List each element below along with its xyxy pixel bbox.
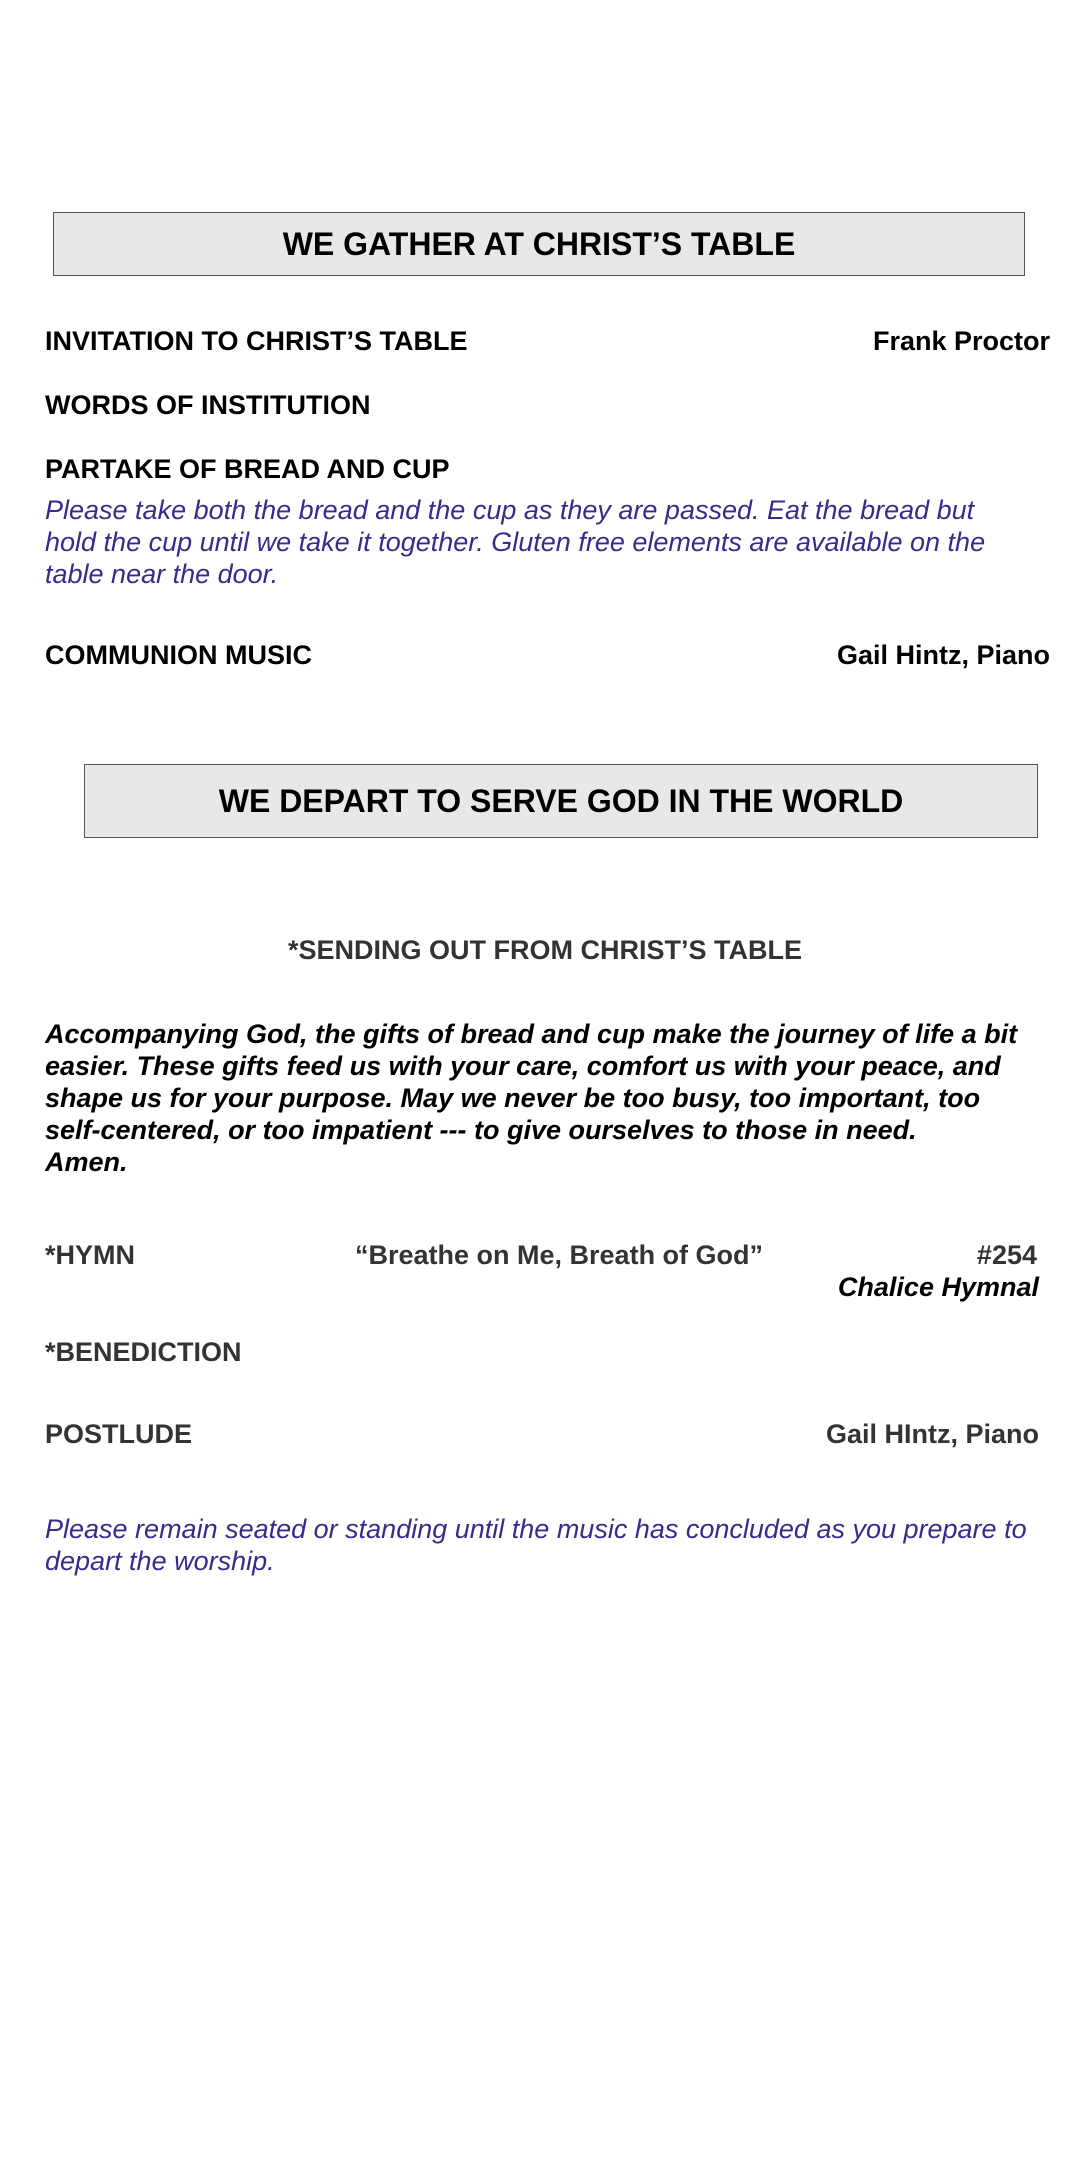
- item-words-label: WORDS OF INSTITUTION: [45, 390, 371, 420]
- section-banner-gather: [53, 212, 1025, 276]
- partake-note-line: Please take both the bread and the cup as they are passed. Eat the bread but: [45, 495, 975, 525]
- item-invitation-leader: Frank Proctor: [872, 326, 1050, 356]
- prayer-line: Accompanying God, the gifts of bread and cup make the journey of life a bit: [45, 1019, 1018, 1049]
- item-communion-music-label: COMMUNION MUSIC: [45, 640, 312, 670]
- sending-prayer: [45, 1018, 1065, 1178]
- item-communion-music-leader: Gail Hintz, Piano: [836, 640, 1050, 670]
- partake-note-line: table near the door.: [45, 559, 279, 589]
- section-banner-depart: [84, 764, 1038, 838]
- item-postlude-label: POSTLUDE: [45, 1419, 193, 1449]
- prayer-line: self-centered, or too impatient --- to give ourselves to those in need.: [45, 1115, 917, 1145]
- partake-note: [45, 494, 985, 590]
- item-invitation-label: INVITATION TO CHRIST’S TABLE: [45, 326, 468, 356]
- closing-note-line: Please remain seated or standing until the music has concluded as you prepare to: [45, 1514, 1027, 1544]
- hymnal-name: Chalice Hymnal: [837, 1272, 1039, 1302]
- item-postlude-leader: Gail HIntz, Piano: [825, 1419, 1039, 1449]
- item-partake-label: PARTAKE OF BREAD AND CUP: [45, 454, 450, 484]
- prayer-line: easier. These gifts feed us with your care, comfort us with your peace, and: [45, 1051, 1001, 1081]
- section-title-gather: WE GATHER AT CHRIST’S TABLE: [282, 225, 796, 262]
- item-hymn-label: *HYMN: [45, 1240, 136, 1270]
- closing-note: [45, 1513, 1027, 1577]
- prayer-line: Amen.: [45, 1147, 128, 1177]
- hymn-title: “Breathe on Me, Breath of God”: [355, 1240, 764, 1270]
- section-title-depart: WE DEPART TO SERVE GOD IN THE WORLD: [218, 782, 904, 819]
- closing-note-line: depart the worship.: [45, 1546, 275, 1576]
- item-benediction-label: *BENEDICTION: [45, 1337, 242, 1367]
- prayer-line: shape us for your purpose. May we never be too busy, too important, too: [45, 1083, 981, 1113]
- partake-note-line: hold the cup until we take it together. Gluten free elements are available on the: [45, 527, 986, 557]
- hymn-number: #254: [976, 1240, 1037, 1270]
- sending-heading: *SENDING OUT FROM CHRIST’S TABLE: [287, 935, 802, 965]
